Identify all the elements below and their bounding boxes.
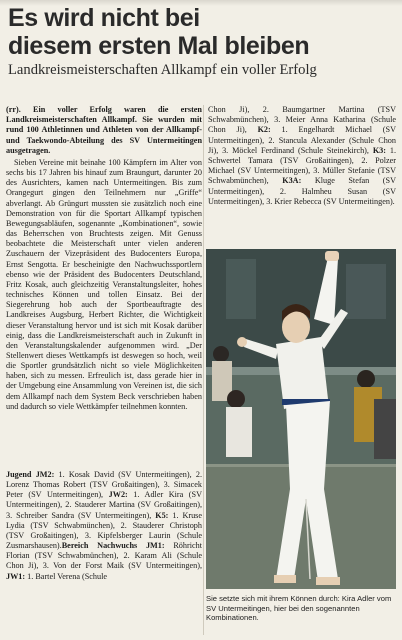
result-entries: 1. Schwertel Tamara (TSV Großaitingen), 2. Polzer Michael (SV Untermeitingen), 3. Müller Stefanie (TSV Schwabmünchen),: [208, 145, 397, 186]
results-list-left: [6, 470, 202, 582]
martial-artist-illustration: [206, 249, 396, 589]
lead-paragraph: (rr). Ein voller Erfolg waren die ersten Landkreismeisterschaften Allkampf. Sie wurden mit rund 100 Athletinnen und Athleten von der Allkampf- und Taekwondo-Abteilung des SV Untermeitingen ausgetragen.: [6, 105, 202, 155]
result-category-label: K3A:: [282, 176, 302, 186]
body-text: [6, 158, 202, 412]
result-category-label: K5:: [155, 510, 169, 520]
result-entries: 1. Bartel Verena (Schule: [25, 571, 108, 581]
result-entries: 1. Kruse Lydia (TSV Schwabmünchen), 2. Stauderer Christoph (TSV Großaitingen), 3. Kipfelsberger Laurin (Schule Zusmarshausen).: [6, 510, 202, 551]
result-entries: Chon Ji), 2. Baumgartner Martina (TSV Schwabmünchen), 3. Meier Anna Katharina (Schule Chon Ji),: [208, 105, 396, 135]
headline: [8, 4, 396, 60]
headline-line-2: diesem ersten Mal bleiben: [8, 32, 310, 60]
body-paragraph: Sieben Vereine mit beinahe 100 Kämpfern im Alter von sechs bis 17 Jahren bis hinauf zum Braungurt, darunter 20 des Ausrichters, kamen nach Untermeitingen. Bis zum Orangegurt gingen den Teilnehmern nur „Griffe“ abverlangt. Ab Grüngurt mussten sie zusätzlich noch eine Demonstration von für die Sportart Allkampf typischen Bewegungsabläufen, sogenannte „Kombinationen“, sowie das Beherrschen von Bruchtests zeigen. Mit Genuss beobachtete die Meisterschaft unter vielen anderen Zuschauern der Vizepräsident des Budocenters Europa, Ernst Sengotta. Er bescheinigte den Nachwuchssportlern ebenso wie der Präsident des Budocenters Deutschland, Fritz Kosak, auch gleichzeitig Veranstaltungsleiter, hohes technisches Können und tollen Einsatz. Bei der Siegerehrung hob auch der Sportbeauftragte des Landkreises Augsburg, Herbert Richter, die Wichtigkeit dieser Veranstaltung hervor und ist sich mit Kosak darüber einig, dass die Landkreismeisterschaft auch in Zukunft in den Veranstaltungskalender aufgenommen wird. „Der Stellenwert dieses Wettkampfs ist deswegen so hoch, weil die Sportler grundsätzlich nicht so viele Möglichkeiten haben, sich zu messen. Erfreulich ist, dass gerade hier in der Umgebung eine Ansammlung von Vereinen ist, die sich dem Allkampf nach dem System Beck verschrieben haben und dadurch so viele Wettkämpfer teilnehmen konnten.: [6, 158, 202, 411]
result-category-label: JW2:: [108, 490, 128, 500]
result-category-label: Bereich Nachwuchs JM1:: [61, 541, 165, 551]
result-entries: 1. Adler Kira (SV Untermeitingen), 2. Stauderer Martina (SV Großaitingen), 3. Schreiber Sandra (SV Untermeitingen),: [6, 490, 202, 520]
result-category-label: Jugend JM2:: [6, 470, 55, 479]
subtitle: Landkreismeisterschaften Allkampf ein voller Erfolg: [8, 62, 317, 78]
result-entries: Kluge Stefan (SV Untermeitingen), 2. Halmheu Susan (SV Untermeitingen), 3. Krier Rebecca (SV Untermeitingen).: [208, 176, 396, 206]
result-category-label: K3:: [372, 145, 387, 155]
result-entries: 1. Engelhardt Michael (SV Untermeitingen), 2. Stancula Alexander (Schule Chon Ji), 3. Möckel Ferdinand (Schule Steinekirch),: [208, 125, 396, 155]
results-list-right: [208, 105, 396, 207]
result-category-label: JW1:: [6, 571, 26, 581]
column-divider: [203, 105, 204, 635]
results-paragraph: [208, 105, 396, 207]
result-entries: Röhricht Florian (TSV Schwabmünchen), 2. Karam Ali (Schule Chon Ji), 3. Von der Forst Maik (SV Untermeitingen),: [6, 541, 203, 571]
photo-caption: Sie setzte sich mit ihrem Können durch: Kira Adler vom SV Untermeitingen, hier bei den sogenannten Kombinationen.: [206, 594, 392, 623]
headline-line-1: Es wird nicht bei: [8, 4, 200, 32]
result-entries: 1. Kosak David (SV Untermeitingen), 2. Lorenz Thomas Robert (TSV Großaitingen), 3. Simacek Peter (SV Untermeitingen),: [6, 470, 203, 500]
result-category-label: K2:: [257, 125, 271, 135]
results-paragraph: [6, 470, 202, 582]
article-photo: [206, 249, 396, 589]
